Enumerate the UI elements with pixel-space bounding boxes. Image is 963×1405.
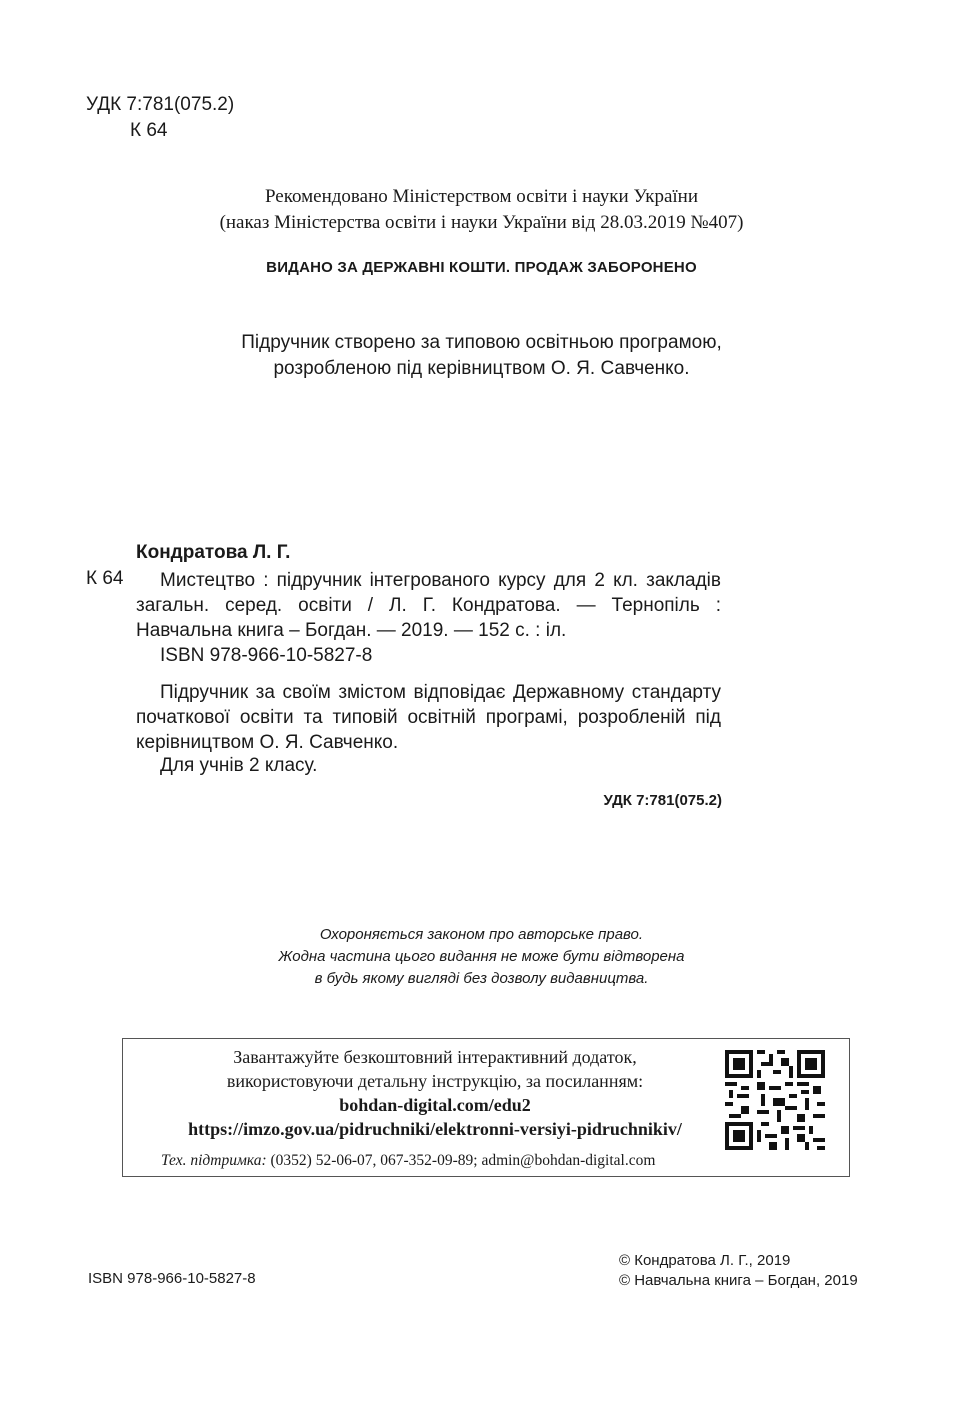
udc-code: УДК 7:781(075.2) <box>86 94 235 115</box>
footer-isbn: ISBN 978-966-10-5827-8 <box>88 1270 256 1287</box>
copyright-protection-note <box>0 924 963 990</box>
qr-code-icon[interactable] <box>725 1050 825 1150</box>
support-contacts: (0352) 52-06-07, 067-352-09-89; admin@bohdan-digital.com <box>266 1152 656 1169</box>
download-link-1[interactable]: bohdan-digital.com/edu2 <box>339 1095 531 1115</box>
udc-bottom: УДК 7:781(075.2) <box>603 792 722 809</box>
download-link-2[interactable]: https://imzo.gov.ua/pidruchniki/elektronni-versiyi-pidruchnikiv/ <box>188 1119 682 1139</box>
author-name: Кондратова Л. Г. <box>136 542 291 563</box>
ministry-recommendation <box>0 184 963 236</box>
bibliographic-description: Мистецтво : підручник інтегрованого курсу для 2 кл. закладів загальн. серед. освіти / Л. Г. Кондратова. — Тернопіль : Навчальна книга – Богдан. — 2019. — 152 с. : іл. <box>136 570 721 641</box>
support-label: Тех. підтримка: <box>161 1152 267 1169</box>
protection-line-3: в будь якому вигляді без дозволу видавництва. <box>314 970 649 987</box>
udc-header <box>86 92 234 144</box>
target-audience: Для учнів 2 класу. <box>160 755 318 776</box>
tech-support <box>161 1152 655 1170</box>
copyright-publisher: © Навчальна книга – Богдан, 2019 <box>619 1272 858 1289</box>
annotation: Підручник за своїм змістом відповідає Державному стандарту початкової освіти та типовій освітній програмі, розробленій під керівництвом О. Я. Савченко. <box>136 682 721 753</box>
isbn-line: ISBN 978-966-10-5827-8 <box>160 645 373 666</box>
protection-line-1: Охороняється законом про авторське право. <box>319 926 644 943</box>
copyright-author: © Кондратова Л. Г., 2019 <box>619 1252 791 1269</box>
catalog-index-left: К 64 <box>86 568 124 589</box>
program-line-1: Підручник створено за типовою освітньою програмою, <box>241 332 722 353</box>
download-info-box <box>122 1038 850 1177</box>
catalog-index: К 64 <box>130 120 168 141</box>
state-funded-notice: ВИДАНО ЗА ДЕРЖАВНІ КОШТИ. ПРОДАЖ ЗАБОРОНЕНО <box>266 259 697 276</box>
download-line-1: Завантажуйте безкоштовний інтерактивний додаток, <box>233 1047 637 1067</box>
download-line-2: використовуючи детальну інструкцію, за посиланням: <box>226 1071 644 1091</box>
recommendation-line-2: (наказ Міністерства освіти і науки України від 28.03.2019 №407) <box>219 212 744 233</box>
program-note <box>0 330 963 382</box>
protection-line-2: Жодна частина цього видання не може бути відтворена <box>278 948 685 965</box>
recommendation-line-1: Рекомендовано Міністерством освіти і науки України <box>264 186 699 207</box>
copyright-block <box>619 1251 858 1291</box>
download-instructions <box>153 1045 717 1141</box>
program-line-2: розробленою під керівництвом О. Я. Савченко. <box>273 358 690 379</box>
